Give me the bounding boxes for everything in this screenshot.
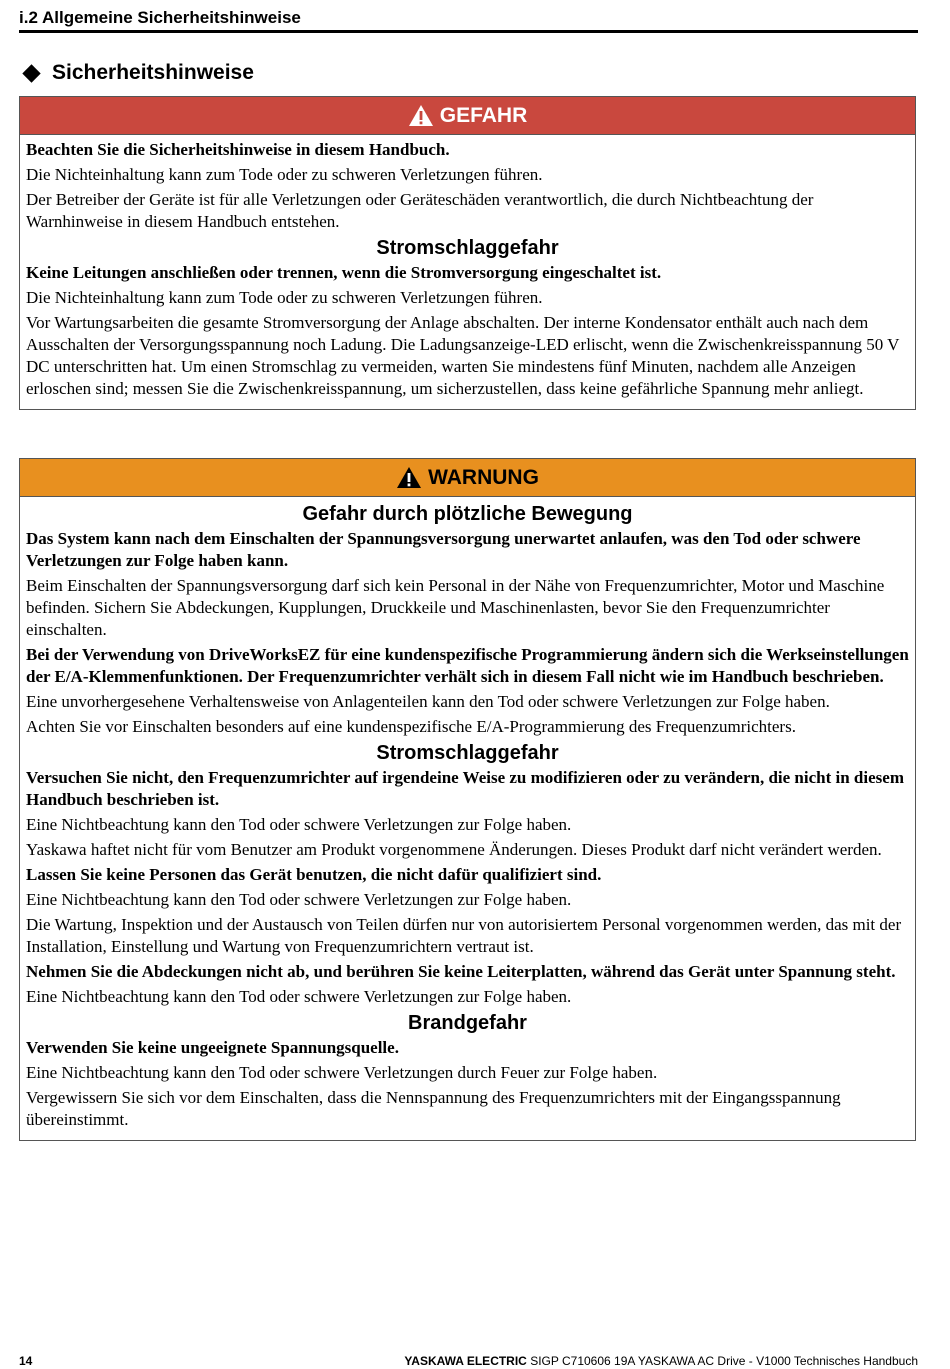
warning-banner (20, 459, 915, 497)
subsection-title: Sicherheitshinweise (52, 61, 254, 84)
body-text: Vor Wartungsarbeiten die gesamte Stromversorgung der Anlage abschalten. Der interne Kondensator enthält auch nach dem Ausschalten der Versorgungsspannung noch Ladung. Die Ladungsanzeige-LED erlischt, wenn die Zwischenkreisspannung 50 V DC unterschritten hat. Um einen Stromschlag zu vermeiden, warten Sie mindestens fünf Minuten, nachdem alle Anzeigen erloschen sind; messen Sie die Zwischenkreisspannung, um sicherzustellen, dass keine gefährliche Spannung mehr anliegt. (26, 313, 900, 398)
page-number: 14 (19, 1354, 33, 1368)
body-text: Die Nichteinhaltung kann zum Tode oder zu schweren Verletzungen führen. (26, 288, 543, 307)
instruction-text: Keine Leitungen anschließen oder trennen, wenn die Stromversorgung eingeschaltet ist. (26, 263, 662, 282)
danger-box (19, 96, 916, 410)
section-header: i.2 Allgemeine Sicherheitshinweise (19, 8, 918, 33)
body-text: Die Nichteinhaltung kann zum Tode oder zu schweren Verletzungen führen. (26, 165, 543, 184)
hazard-heading: Brandgefahr (408, 1012, 527, 1034)
body-text: Eine Nichtbeachtung kann den Tod oder schwere Verletzungen zur Folge haben. (26, 987, 572, 1006)
instruction-text: Verwenden Sie keine ungeeignete Spannungsquelle. (26, 1038, 399, 1057)
footer-doc-line (404, 1354, 918, 1368)
instruction-text: Versuchen Sie nicht, den Frequenzumrichter auf irgendeine Weise zu modifizieren oder zu verändern, die nicht in diesem Handbuch beschrieben ist. (26, 768, 904, 809)
hazard-heading: Stromschlaggefahr (376, 742, 559, 764)
body-text: Yaskawa haftet nicht für vom Benutzer am Produkt vorgenommene Änderungen. Dieses Produkt darf nicht verändert werden. (26, 840, 882, 859)
body-text: Beim Einschalten der Spannungsversorgung darf sich kein Personal in der Nähe von Frequenzumrichter, Motor und Maschine befinden. Sichern Sie Abdeckungen, Kupplungen, Druckkeile und Maschinenlasten, bevor Sie den Frequenzumrichter einschalten. (26, 576, 885, 639)
footer-brand: YASKAWA ELECTRIC (404, 1354, 527, 1368)
warning-triangle-icon (396, 466, 422, 489)
instruction-text: Beachten Sie die Sicherheitshinweise in diesem Handbuch. (26, 140, 450, 159)
warning-triangle-icon (408, 104, 434, 127)
instruction-text: Nehmen Sie die Abdeckungen nicht ab, und berühren Sie keine Leiterplatten, während das Gerät unter Spannung steht. (26, 962, 896, 981)
instruction-text: Lassen Sie keine Personen das Gerät benutzen, die nicht dafür qualifiziert sind. (26, 865, 602, 884)
instruction-text: Das System kann nach dem Einschalten der Spannungsversorgung unerwartet anlaufen, was den Tod oder schwere Verletzungen zur Folge haben kann. (26, 529, 861, 570)
instruction-text: Bei der Verwendung von DriveWorksEZ für eine kundenspezifische Programmierung ändern sich die Werkseinstellungen der E/A-Klemmenfunktionen. Der Frequenzumrichter verhält sich in diesem Fall nicht wie im Handbuch beschrieben. (26, 645, 909, 686)
danger-banner-label: GEFAHR (439, 103, 528, 127)
diamond-bullet-icon (22, 64, 40, 82)
body-text: Achten Sie vor Einschalten besonders auf eine kundenspezifische E/A-Programmierung des Frequenzumrichters. (26, 717, 796, 736)
danger-banner (20, 97, 915, 135)
body-text: Vergewissern Sie sich vor dem Einschalten, dass die Nennspannung des Frequenzumrichters mit der Eingangsspannung übereinstimmt. (26, 1088, 841, 1129)
danger-content (20, 135, 915, 409)
body-text: Der Betreiber der Geräte ist für alle Verletzungen oder Geräteschäden verantwortlich, die durch Nichtbeachtung der Warnhinweise in diesem Handbuch entstehen. (26, 190, 814, 231)
body-text: Eine Nichtbeachtung kann den Tod oder schwere Verletzungen zur Folge haben. (26, 890, 572, 909)
body-text: Eine Nichtbeachtung kann den Tod oder schwere Verletzungen zur Folge haben. (26, 815, 572, 834)
warning-content (20, 497, 915, 1140)
hazard-heading: Stromschlaggefahr (376, 237, 559, 259)
warning-banner-label: WARNUNG (428, 465, 539, 489)
body-text: Eine unvorhergesehene Verhaltensweise von Anlagenteilen kann den Tod oder schwere Verletzungen zur Folge haben. (26, 692, 830, 711)
body-text: Die Wartung, Inspektion und der Austausch von Teilen dürfen nur von autorisiertem Personal vorgenommen werden, das mit der Installation, Einstellung und Wartung von Frequenzumrichtern vertraut ist. (26, 915, 902, 956)
warning-box (19, 458, 916, 1141)
page-footer (19, 1354, 918, 1368)
body-text: Eine Nichtbeachtung kann den Tod oder schwere Verletzungen durch Feuer zur Folge haben. (26, 1063, 658, 1082)
hazard-heading: Gefahr durch plötzliche Bewegung (302, 503, 633, 525)
subsection-heading (19, 60, 254, 86)
footer-doc-info: SIGP C710606 19A YASKAWA AC Drive - V1000 Technisches Handbuch (530, 1354, 918, 1368)
